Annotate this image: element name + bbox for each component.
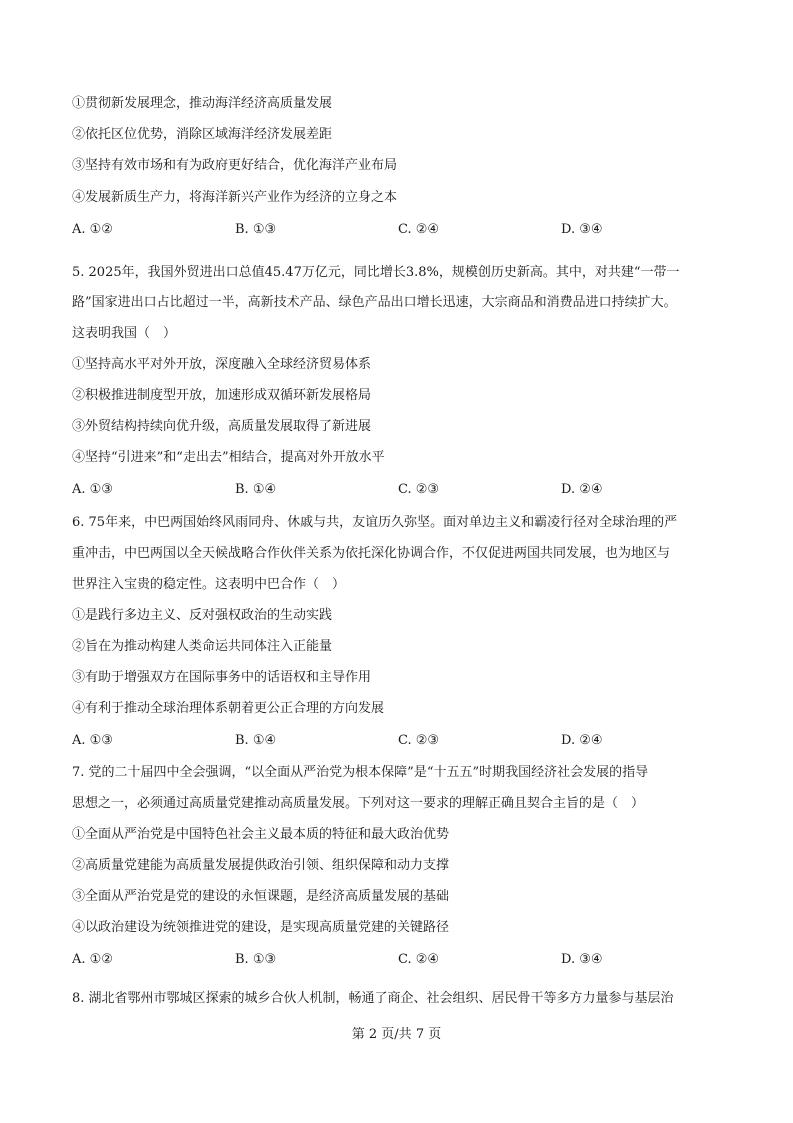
q6-item-1: ①是践行多边主义、反对强权政治的生动实践 [72,608,333,623]
q7-stem-line-1: 7. 党的二十届四中全会强调，“以全面从严治党为根本保障”是“十五五”时期我国经济社会发展的指导 [72,765,649,780]
q7-item-1: ①全面从严治党是中国特色社会主义最本质的特征和最大政治优势 [72,827,450,842]
q7-option-c: C. ②④ [398,952,440,967]
q4-option-a: A. ①② [72,222,113,237]
q6-option-d: D. ②④ [561,733,603,748]
q4-options [72,222,722,238]
q4-option-b: B. ①③ [235,222,277,237]
q4-option-d: D. ③④ [561,222,603,237]
q6-option-a: A. ①③ [72,733,113,748]
q7-item-4: ④以政治建设为统领推进党的建设，是实现高质量党建的关键路径 [72,920,450,935]
q5-item-3: ③外贸结构持续向优升级，高质量发展取得了新进展 [72,419,372,434]
q7-option-d: D. ③④ [561,952,603,967]
q5-option-d: D. ②④ [561,482,603,497]
q7-item-2: ②高质量党建能为高质量发展提供政治引领、组织保障和动力支撑 [72,858,450,873]
q5-option-c: C. ②③ [398,482,440,497]
q6-item-4: ④有利于推动全球治理体系朝着更公正合理的方向发展 [72,701,385,716]
q7-option-a: A. ①② [72,952,113,967]
q6-stem-line-1: 6. 75年来，中巴两国始终风雨同舟、休戚与共，友谊历久弥坚。面对单边主义和霸凌行径对全球治理的严 [72,515,678,530]
q5-option-b: B. ①④ [235,482,277,497]
q6-option-c: C. ②③ [398,733,440,748]
page-footer: 第 2 页/共 7 页 [351,1027,442,1042]
q7-stem-line-2: 思想之一，必须通过高质量党建推动高质量发展。下列对这一要求的理解正确且契合主旨的是（ ） [72,796,645,811]
q6-options [72,733,722,749]
q6-option-b: B. ①④ [235,733,277,748]
q7-option-b: B. ①③ [235,952,277,967]
q6-stem-line-3: 世界注入宝贵的稳定性。这表明中巴合作（ ） [72,577,346,592]
q5-item-4: ④坚持“引进来”和“走出去”相结合，提高对外开放水平 [72,450,385,465]
q4-item-3: ③坚持有效市场和有为政府更好结合，优化海洋产业布局 [72,158,398,173]
q5-stem-line-3: 这表明我国（ ） [72,326,177,341]
q7-options [72,952,722,968]
q4-option-c: C. ②④ [398,222,440,237]
q5-item-1: ①坚持高水平对外开放，深度融入全球经济贸易体系 [72,357,372,372]
q5-stem-line-2: 路”国家进出口占比超过一半，高新技术产品、绿色产品出口增长迅速，大宗商品和消费品进口持续扩大。 [72,295,677,310]
q4-item-2: ②依托区位优势，消除区域海洋经济发展差距 [72,127,333,142]
q5-stem-line-1: 5. 2025年，我国外贸进出口总值45.47万亿元，同比增长3.8%，规模创历史新高。其中，对共建“一带一 [72,265,680,280]
q6-stem-line-2: 重冲击，中巴两国以全天候战略合作伙伴关系为依托深化协调合作，不仅促进两国共同发展，也为地区与 [72,546,671,561]
q5-item-2: ②积极推进制度型开放，加速形成双循环新发展格局 [72,388,372,403]
q7-item-3: ③全面从严治党是党的建设的永恒课题，是经济高质量发展的基础 [72,889,450,904]
q8-stem-line-1: 8. 湖北省鄂州市鄂城区探索的城乡合伙人机制，畅通了商企、社会组织、居民骨干等多方力量参与基层治 [72,991,674,1006]
q6-item-2: ②旨在为推动构建人类命运共同体注入正能量 [72,639,333,654]
q6-item-3: ③有助于增强双方在国际事务中的话语权和主导作用 [72,670,372,685]
q4-item-1: ①贯彻新发展理念，推动海洋经济高质量发展 [72,96,333,111]
q5-options [72,482,722,498]
q4-item-4: ④发展新质生产力，将海洋新兴产业作为经济的立身之本 [72,190,398,205]
q5-option-a: A. ①③ [72,482,113,497]
